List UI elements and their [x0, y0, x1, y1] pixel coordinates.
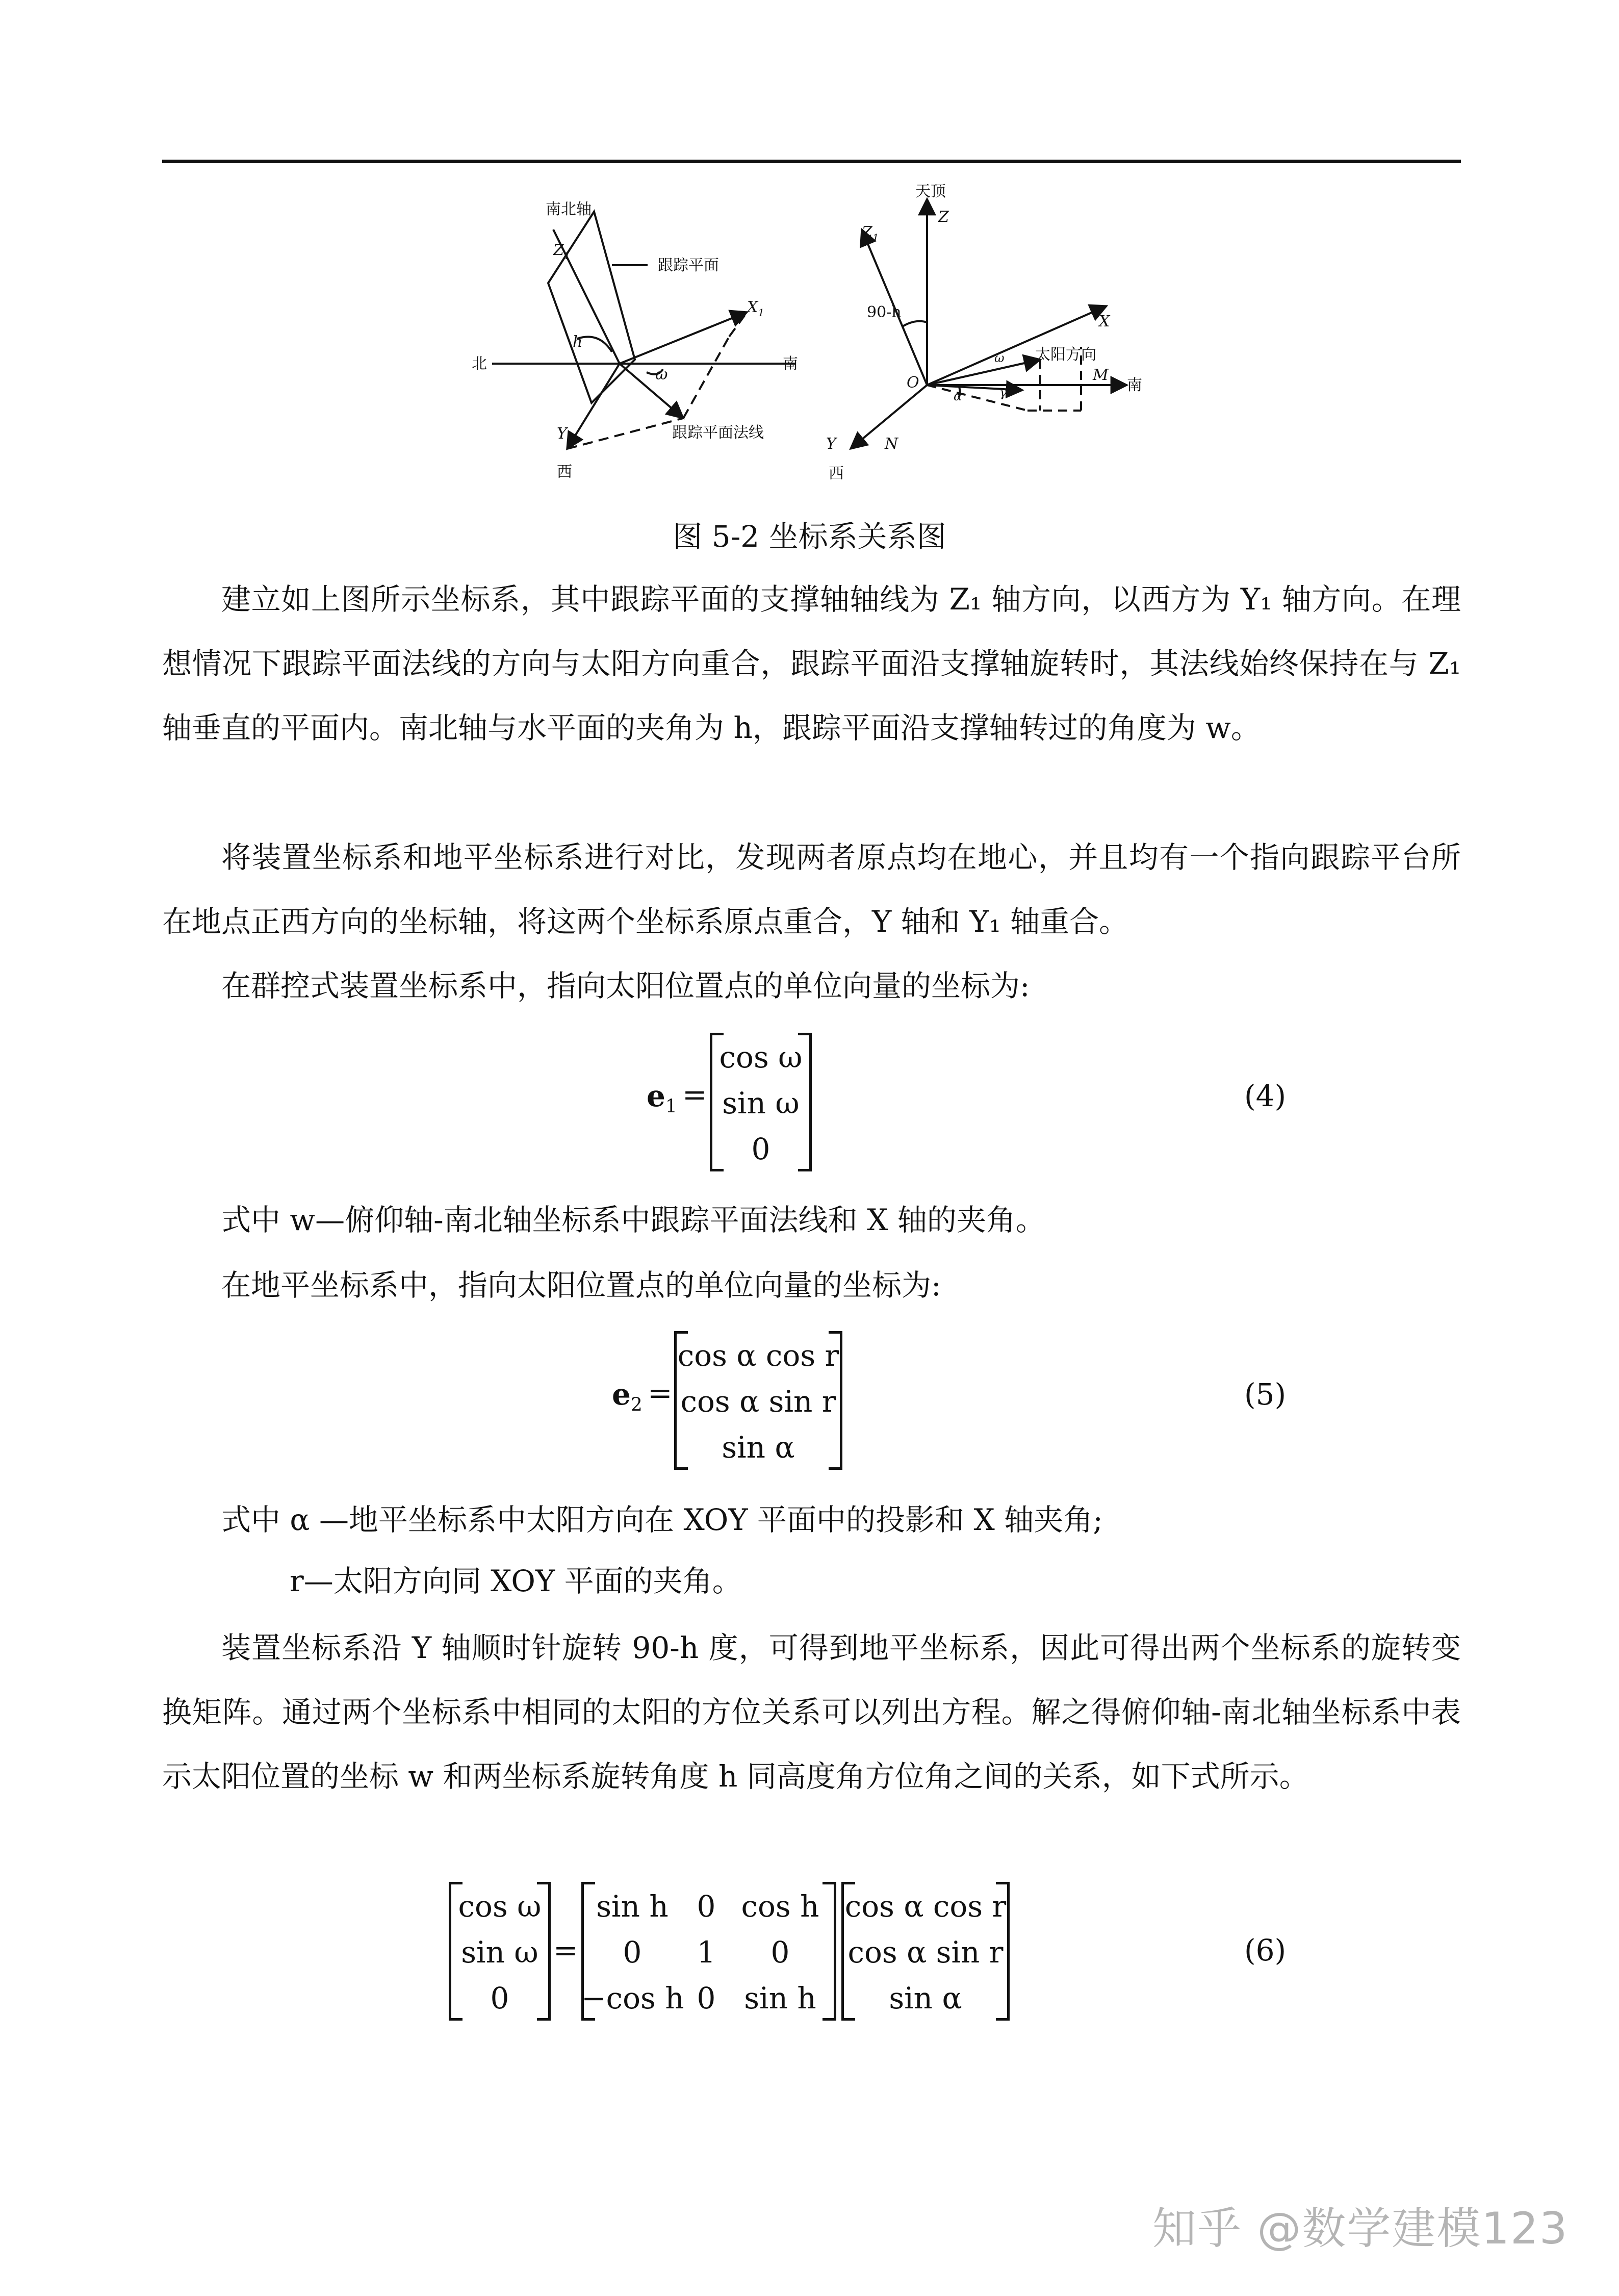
paragraph-2: 将装置坐标系和地平坐标系进行对比，发现两者原点均在地心，并且均有一个指向跟踪平台所在地点正西方向的坐标轴，将这两个坐标系原点重合，Y 轴和 Y₁ 轴重合。 — [162, 840, 1461, 939]
label-z1-right: $Z_1$ — [862, 223, 879, 244]
label-y: Y — [826, 435, 836, 453]
label-normal: 跟踪平面法线 — [672, 424, 764, 442]
label-tracking-plane: 跟踪平面 — [658, 257, 719, 274]
eq4-vector: cos ω sin ω 0 — [710, 1033, 812, 1171]
paragraph-6: 式中 α —地平坐标系中太阳方向在 XOY 平面中的投影和 X 轴夹角; — [221, 1502, 1103, 1537]
label-n: N — [885, 435, 898, 453]
coordinate-diagram — [0, 0, 1619, 510]
eq4-number: (4) — [1244, 1079, 1287, 1113]
x1-axis-line — [620, 312, 747, 364]
paragraph-8: 装置坐标系沿 Y 轴顺时针旋转 90-h 度，可得到地平坐标系，因此可得出两个坐标系的旋转变换矩阵。通过两个坐标系中相同的太阳的方位关系可以列出方程。解之得俯仰轴-南北轴坐标系中表示太阳位置的坐标 w 和两坐标系旋转角度 h 同高度角方位角之间的关系，如下式所示。 — [162, 1630, 1461, 1794]
label-omega-right: ω — [994, 351, 1005, 365]
normal-dash-2 — [683, 337, 729, 418]
watermark: 知乎 @数学建模123 — [1152, 2203, 1569, 2254]
label-south: 南 — [783, 355, 798, 373]
paragraph-5: 在地平坐标系中，指向太阳位置点的单位向量的坐标为: — [221, 1268, 941, 1303]
eq6-lhs-vector: cos ω sin ω 0 — [449, 1882, 551, 2021]
eq6-number: (6) — [1244, 1933, 1287, 1968]
paragraph-7: r—太阳方向同 XOY 平面的夹角。 — [290, 1564, 742, 1598]
paragraph-3: 在群控式装置坐标系中，指向太阳位置点的单位向量的坐标为: — [221, 968, 1030, 1003]
label-y1: $Y_1$ — [557, 425, 574, 445]
eq6-rhs-vector: cos α cos r cos α sin r sin α — [841, 1882, 1010, 2021]
paragraph-4: 式中 w—俯仰轴-南北轴坐标系中跟踪平面法线和 X 轴的夹角。 — [221, 1203, 1045, 1237]
y1-axis-line — [567, 364, 620, 449]
eq5-number: (5) — [1244, 1377, 1287, 1412]
paragraph-1: 建立如上图所示坐标系，其中跟踪平面的支撑轴轴线为 Z₁ 轴方向，以西方为 Y₁ 轴方向。在理想情况下跟踪平面法线的方向与太阳方向重合，跟踪平面沿支撑轴旋转时，其法线始终保持在与 Z₁ 轴垂直的平面内。南北轴与水平面的夹角为 h，跟踪平面沿支撑轴转过的角度为 w。 — [162, 582, 1461, 745]
label-ns-axis: 南北轴 — [546, 200, 592, 218]
eq5-vector: cos α cos r cos α sin r sin α — [674, 1331, 842, 1470]
label-z1: $Z_1$ — [553, 241, 571, 262]
sun-direction-line — [927, 360, 1040, 385]
label-90-h: 90-h — [867, 303, 902, 321]
label-m: M — [1093, 366, 1109, 384]
normal-dash-1 — [567, 418, 683, 449]
label-h: h — [573, 333, 583, 351]
label-x: X — [1099, 313, 1110, 330]
label-x1: $X_1$ — [747, 298, 765, 319]
eq6-equals: = — [553, 1933, 578, 1968]
label-z: Z — [938, 208, 949, 226]
angle-90h-arc — [903, 321, 927, 326]
label-zenith: 天顶 — [915, 183, 946, 200]
label-west-right: 西 — [829, 465, 844, 482]
label-omega-left: ω — [655, 366, 668, 384]
figure-caption: 图 5-2 坐标系关系图 — [673, 519, 946, 554]
eq4-lhs: $e_1$ — [647, 1079, 677, 1117]
label-south-right: 南 — [1127, 376, 1142, 394]
label-gamma: γ — [999, 386, 1007, 400]
normal-line — [620, 364, 683, 418]
label-west-left: 西 — [557, 463, 572, 481]
label-north: 北 — [472, 355, 487, 373]
eq5-lhs: $e_2$ — [612, 1377, 643, 1416]
label-origin: O — [907, 374, 919, 392]
label-sun-direction: 太阳方向 — [1035, 346, 1096, 364]
label-alpha: α — [954, 389, 962, 403]
eq6-rotation-matrix: sin h 0 cos h 0 1 0 −cos h 0 sin h — [581, 1882, 836, 2021]
